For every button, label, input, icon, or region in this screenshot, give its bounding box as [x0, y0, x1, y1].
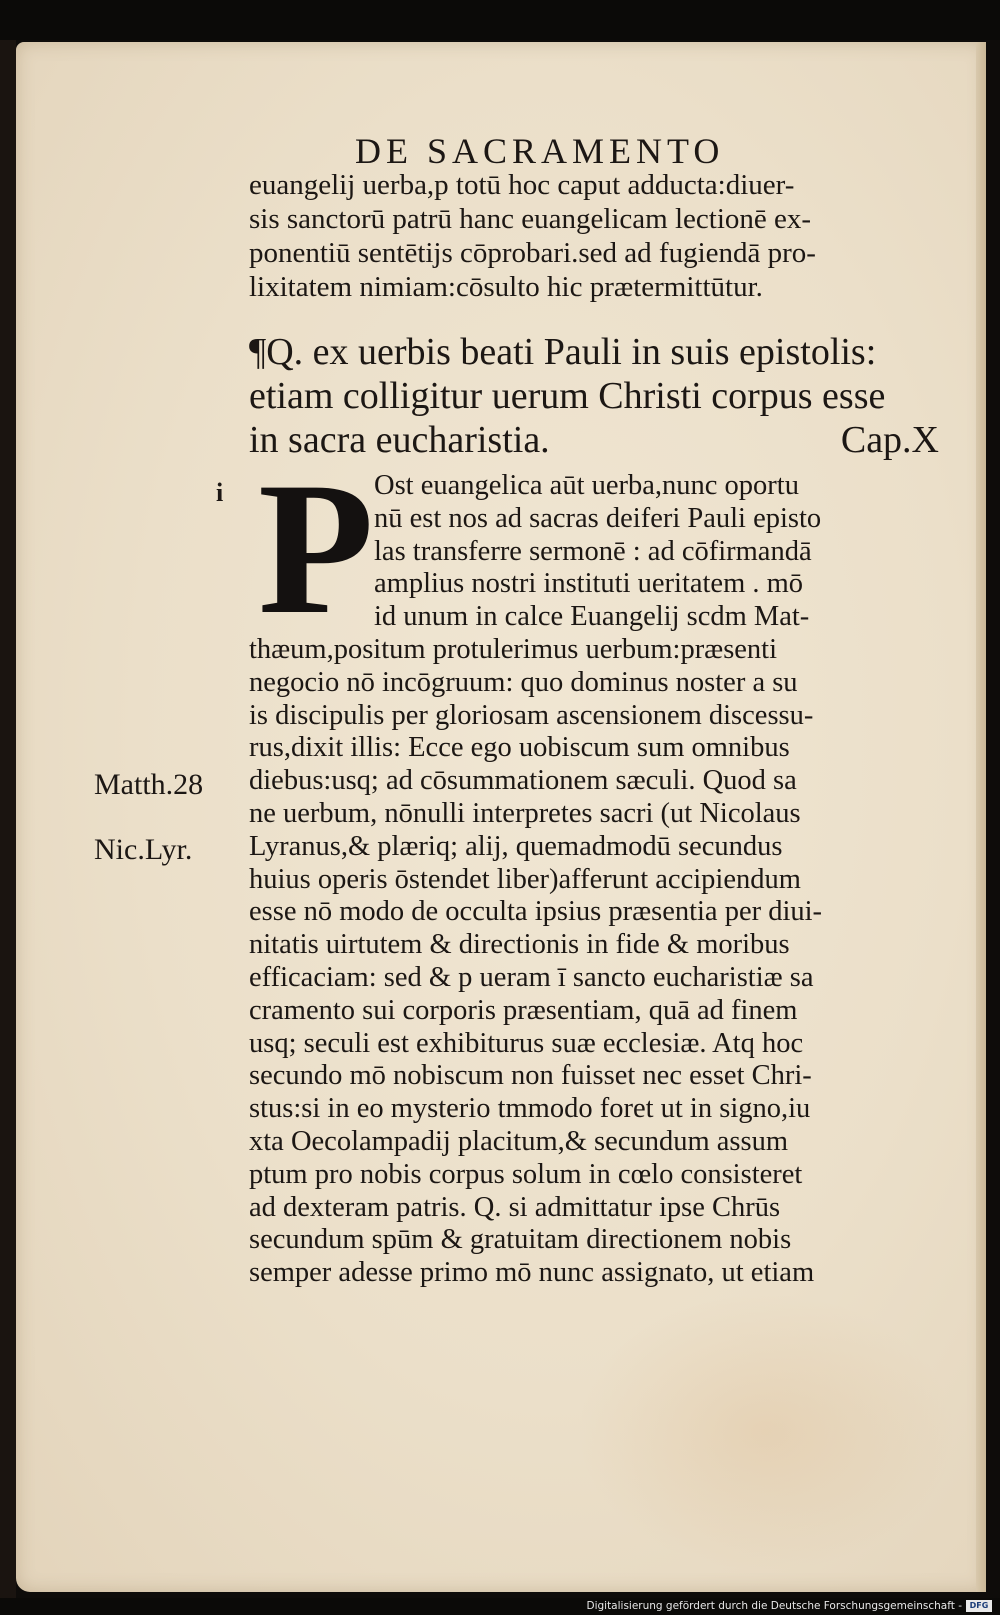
- margin-note-lyranus: Nic.Lyr.: [94, 833, 193, 866]
- text-line: rus,dixit illis: Ecce ego uobiscum sum omnibus: [249, 732, 790, 764]
- text-line: diebus:usq; ad cōsummationem sæculi. Quod sa: [249, 765, 797, 797]
- text-line: Ost euangelica aūt uerba,nunc oportu: [374, 470, 799, 501]
- text-line: euangelij uerba,p totū hoc caput adducta:diuer-: [249, 169, 795, 201]
- chapter-label: Cap.X: [840, 419, 939, 461]
- margin-note-matth: Matth.28: [94, 768, 204, 801]
- text-line: Lyranus,& plæriq; alij, quemadmodū secundus: [249, 830, 783, 862]
- text-line: xta Oecolampadij placitum,& secundum assum: [249, 1125, 788, 1157]
- text-line: huius operis ōstendet liber)afferunt accipiendum: [249, 863, 801, 895]
- text-line: efficaciam: sed & p ueram ī sancto eucharistiæ sa: [249, 961, 814, 993]
- text-line: nitatis uirtutem & directionis in fide & moribus: [249, 929, 790, 961]
- marginal-marker: i: [216, 478, 224, 507]
- text-line: ne uerbum, nōnulli interpretes sacri (ut Nicolaus: [249, 797, 801, 829]
- text-line: negocio nō incōgruum: quo dominus noster a su: [249, 666, 798, 698]
- body-paragraph: [249, 444, 939, 1290]
- text-line: esse nō modo de occulta ipsius præsentia per diui-: [249, 896, 823, 928]
- intro-paragraph: [249, 168, 939, 304]
- text-line: las transferre sermonē : ad cōfirmandā: [374, 535, 812, 567]
- text-line: lixitatem nimiam:cōsulto hic prætermittūtur.: [249, 271, 763, 303]
- drop-cap-initial: P: [258, 444, 375, 654]
- text-line: ptum pro nobis corpus solum in cœlo consisteret: [249, 1158, 803, 1190]
- running-head: DE SACRAMENTO: [355, 131, 725, 171]
- text-line: nū est nos ad sacras deiferi Pauli episto: [374, 502, 822, 534]
- text-line: secundum spūm & gratuitam directionem nobis: [249, 1224, 792, 1256]
- text-line: semper adesse primo mō nunc assignato, ut etiam: [249, 1257, 815, 1289]
- text-line: ad dexteram patris. Q. si admittatur ipse Chrūs: [249, 1191, 781, 1223]
- heading-line: ¶Q. ex uerbis beati Pauli in suis epistolis:: [249, 331, 877, 373]
- text-line: cramento sui corporis præsentiam, quā ad finem: [249, 994, 798, 1026]
- text-line: usq; seculi est exhibiturus suæ ecclesiæ. Atq hoc: [249, 1027, 804, 1059]
- footer-credit: Digitalisierung gefördert durch die Deutsche Forschungsgemeinschaft -: [586, 1600, 962, 1612]
- text-line: is discipulis per gloriosam ascensionem discessu-: [249, 699, 814, 731]
- text-line: ponentiū sentētijs cōprobari.sed ad fugiendā pro-: [249, 237, 816, 269]
- book-spine: [0, 40, 16, 1600]
- text-line: secundo mō nobiscum non fuisset nec esset Chri-: [249, 1060, 812, 1092]
- heading-line-text: in sacra eucharistia.: [249, 419, 550, 461]
- page-edge: [976, 42, 986, 1592]
- text-line: thæum,positum protulerimus uerbum:præsenti: [249, 633, 778, 665]
- dfg-logo-icon: DFG: [966, 1600, 992, 1612]
- heading-line: etiam colligitur uerum Christi corpus esse: [249, 375, 886, 417]
- chapter-heading: [249, 330, 939, 462]
- top-scan-border: [0, 0, 1000, 40]
- text-line: amplius nostri instituti ueritatem . mō: [374, 568, 804, 600]
- text-line: sis sanctorū patrū hanc euangelicam lectionē ex-: [249, 203, 812, 235]
- paper-stain: [576, 1292, 956, 1572]
- text-line: id unum in calce Euangelij scdm Mat-: [374, 601, 810, 633]
- text-line: stus:si in eo mysterio tmmodo foret ut in signo,iu: [249, 1093, 811, 1125]
